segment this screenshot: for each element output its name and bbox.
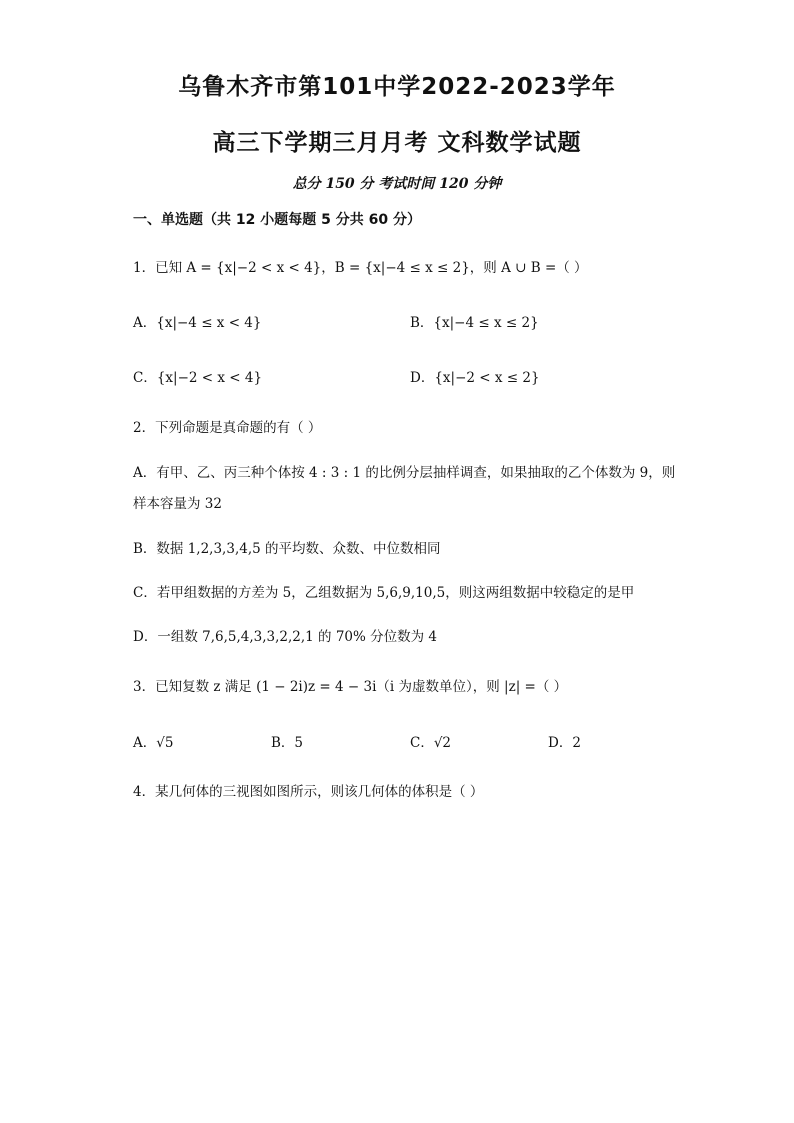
question-3-option-c: C．√2 <box>410 735 452 751</box>
question-2-option-a-line2: 样本容量为 32 <box>133 496 222 512</box>
exam-title-line2: 高三下学期三月月考 文科数学试题 <box>212 130 582 156</box>
question-2-option-b: B．数据 1,2,3,3,4,5 的平均数、众数、中位数相同 <box>133 541 441 557</box>
question-1-option-b: B．{x|−4 ≤ x ≤ 2} <box>410 315 539 331</box>
exam-title-line1: 乌鲁木齐市第101中学2022-2023学年 <box>178 74 616 100</box>
question-1-stem: 1．已知 A = {x|−2 < x < 4}，B = {x|−4 ≤ x ≤ 2}，则 A ∪ B =（ ） <box>133 260 588 276</box>
question-3-stem: 3．已知复数 z 满足 (1 − 2i)z = 4 − 3i（i 为虚数单位），则 |z| =（ ） <box>133 679 568 695</box>
question-1-option-a: A．{x|−4 ≤ x < 4} <box>133 315 262 331</box>
section-heading: 一、单选题（共 12 小题每题 5 分共 60 分） <box>133 212 421 228</box>
question-4-stem: 4．某几何体的三视图如图所示，则该几何体的体积是（ ） <box>133 784 484 800</box>
question-3-option-d: D．2 <box>548 735 581 751</box>
question-2-option-a-line1: A．有甲、乙、丙三种个体按 4 : 3 : 1 的比例分层抽样调查，如果抽取的乙个体数为 9，则 <box>133 465 676 481</box>
question-3-option-b: B．5 <box>271 735 304 751</box>
question-1-option-c: C．{x|−2 < x < 4} <box>133 370 263 386</box>
exam-subtitle: 总分 150 分 考试时间 120 分钟 <box>292 176 502 192</box>
question-2-option-c: C．若甲组数据的方差为 5，乙组数据为 5,6,9,10,5，则这两组数据中较稳定的是甲 <box>133 585 635 601</box>
question-1-option-d: D．{x|−2 < x ≤ 2} <box>410 370 540 386</box>
question-2-option-d: D．一组数 7,6,5,4,3,3,2,2,1 的 70% 分位数为 4 <box>133 629 438 645</box>
question-3-option-a: A．√5 <box>133 735 174 751</box>
question-2-stem: 2．下列命题是真命题的有（ ） <box>133 420 322 436</box>
